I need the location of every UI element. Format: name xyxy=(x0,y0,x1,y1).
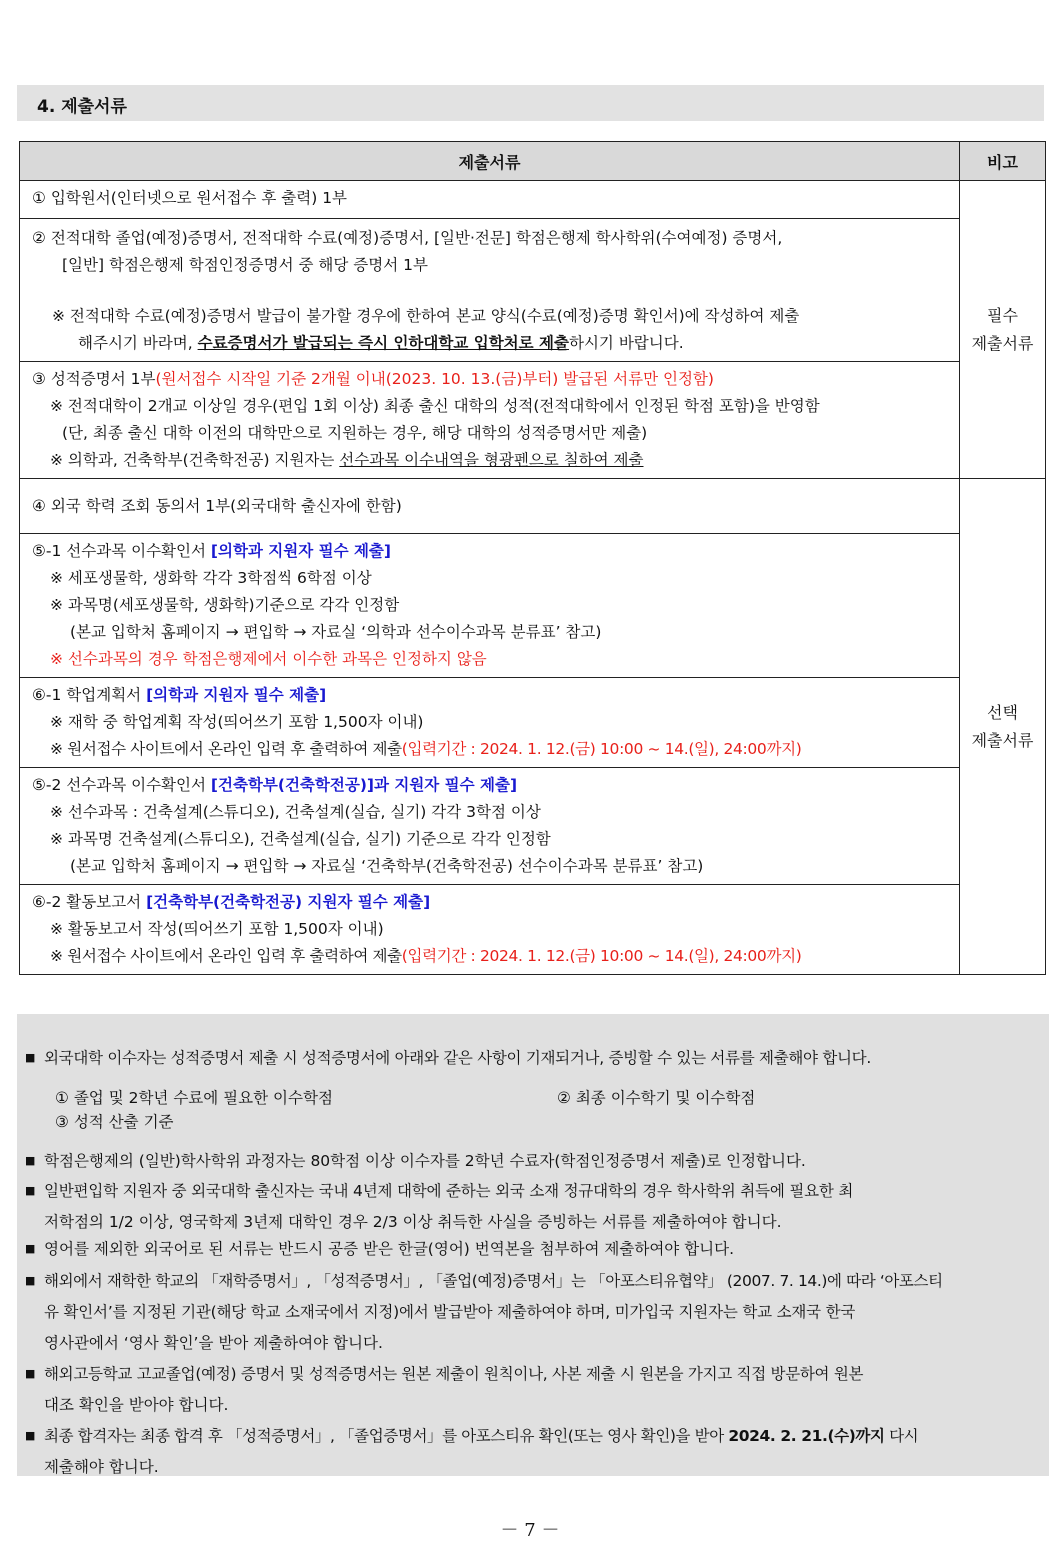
row5-note3: (본교 입학처 홈페이지 → 편입학 → 자료실 ‘의학과 선수이수과목 분류표’ 참고) xyxy=(70,623,602,641)
table-header-row xyxy=(20,142,1046,181)
table-row xyxy=(20,534,1046,678)
row5-title: ⑤-1 선수과목 이수확인서 [의학과 지원자 필수 제출] xyxy=(32,542,391,560)
row2-note2: 해주시기 바라며, 수료증명서가 발급되는 즉시 인하대학교 입학처로 제출하시기 바랍니다. xyxy=(78,334,684,352)
row2-line1: ② 전적대학 졸업(예정)증명서, 전적대학 수료(예정)증명서, [일반·전문] 학점은행제 학사학위(수여예정) 증명서, xyxy=(32,229,783,247)
notice-item-2: ② 최종 이수학기 및 이수학점 xyxy=(557,1089,756,1107)
notice-box xyxy=(17,1014,1049,1476)
row6-title: ⑥-1 학업계획서 [의학과 지원자 필수 제출] xyxy=(32,686,327,704)
row3-note1: ※ 전적대학이 2개교 이상일 경우(편입 1회 이상) 최종 출신 대학의 성적(전적대학에서 인정된 학점 포함)을 반영함 xyxy=(50,397,820,415)
row7-note1: ※ 선수과목 : 건축설계(스튜디오), 건축설계(실습, 실기) 각각 3학점 이상 xyxy=(50,803,541,821)
row-prerequisite-architecture xyxy=(20,768,959,884)
section-title: 4. 제출서류 xyxy=(37,97,127,117)
notice-general-transfer-l2: 저학점의 1/2 이상, 영국학제 3년제 대학인 경우 2/3 이상 취득한 사실을 증빙하는 서류를 제출하여야 합니다. xyxy=(44,1213,782,1231)
notice-foreign-transcript: 외국대학 이수자는 성적증명서 제출 시 성적증명서에 아래와 같은 사항이 기재되거나, 증빙할 수 있는 서류를 제출해야 합니다. xyxy=(44,1049,871,1067)
row7-note3: (본교 입학처 홈페이지 → 편입학 → 자료실 ‘건축학부(건축학전공) 선수이수과목 분류표’ 참고) xyxy=(70,857,704,875)
notice-apostille-l1: 해외에서 재학한 학교의 「재학증명서」, 「성적증명서」, 「졸업(예정)증명서」는 「아포스티유협약」 (2007. 7. 14.)에 따라 ‘아포스티 xyxy=(44,1272,943,1290)
table-row xyxy=(20,362,1046,479)
row3-line1: ③ 성적증명서 1부(원서접수 시작일 기준 2개월 이내(2023. 10. 13.(금)부터) 발급된 서류만 인정함) xyxy=(32,370,714,388)
row5-note1: ※ 세포생물학, 생화학 각각 3학점씩 6학점 이상 xyxy=(50,569,372,587)
required-note xyxy=(960,181,1046,479)
header-note: 비고 xyxy=(960,142,1046,181)
notice-general-transfer-l1: 일반편입학 지원자 중 외국대학 출신자는 국내 4년제 대학에 준하는 외국 소재 정규대학의 경우 학사학위 취득에 필요한 최 xyxy=(44,1182,854,1200)
row6-note2: ※ 원서접수 사이트에서 온라인 입력 후 출력하여 제출(입력기간 : 2024. 1. 12.(금) 10:00 ~ 14.(일), 24:00까지) xyxy=(50,740,802,758)
notice-final-l1: 최종 합격자는 최종 합격 후 「성적증명서」, 「졸업증명서」를 아포스티유 확인(또는 영사 확인)을 받아 2024. 2. 21.(수)까지 다시 xyxy=(44,1427,919,1445)
bullet-icon: ■ xyxy=(25,1242,36,1255)
table-row xyxy=(20,885,1046,975)
required-note-line2: 제출서류 xyxy=(971,333,1034,353)
row2-note2-emphasis: 수료증명서가 발급되는 즉시 인하대학교 입학처로 제출 xyxy=(197,334,569,352)
row2-note1: ※ 전적대학 수료(예정)증명서 발급이 불가할 경우에 한하여 본교 양식(수료(예정)증명 확인서)에 작성하여 제출 xyxy=(52,307,800,325)
notice-apostille-l3: 영사관에서 ‘영사 확인’을 받아 제출하여야 합니다. xyxy=(44,1334,383,1352)
row-transcript xyxy=(20,362,959,478)
optional-note xyxy=(960,479,1046,975)
row8-note2: ※ 원서접수 사이트에서 온라인 입력 후 출력하여 제출(입력기간 : 2024. 1. 12.(금) 10:00 ~ 14.(일), 24:00까지) xyxy=(50,947,802,965)
row-foreign-consent: ④ 외국 학력 조회 동의서 1부(외국대학 출신자에 한함) xyxy=(32,496,402,515)
notice-final-l2: 제출해야 합니다. xyxy=(44,1458,159,1476)
notice-apostille-l2: 유 확인서’를 지정된 기관(해당 학교 소재국에서 지정)에서 발급받아 제출하여야 하며, 미가입국 지원자는 학교 소재국 한국 xyxy=(44,1303,856,1321)
row-graduation-certificate xyxy=(20,219,959,361)
notice-final-deadline: 2024. 2. 21.(수)까지 xyxy=(728,1427,885,1445)
table-row xyxy=(20,768,1046,885)
row8-note1: ※ 활동보고서 작성(띄어쓰기 포함 1,500자 이내) xyxy=(50,920,384,938)
row3-note3-underline: 선수과목 이수내역을 형광펜으로 칠하여 제출 xyxy=(339,451,644,469)
row-study-plan xyxy=(20,678,959,767)
row3-line1-red: (원서접수 시작일 기준 2개월 이내(2023. 10. 13.(금)부터) 발급된 서류만 인정함) xyxy=(155,370,714,388)
table-row xyxy=(20,479,1046,534)
required-note-line1: 필수 xyxy=(987,305,1018,325)
table-row xyxy=(20,678,1046,768)
notice-item-1: ① 졸업 및 2학년 수료에 필요한 이수학점 xyxy=(55,1089,333,1107)
row6-title-blue: [의학과 지원자 필수 제출] xyxy=(146,686,327,704)
bullet-icon: ■ xyxy=(25,1184,36,1197)
row7-title: ⑤-2 선수과목 이수확인서 [건축학부(건축학전공)]과 지원자 필수 제출] xyxy=(32,776,518,794)
row5-note4: ※ 선수과목의 경우 학점은행제에서 이수한 과목은 인정하지 않음 xyxy=(50,650,487,668)
bullet-icon: ■ xyxy=(25,1367,36,1380)
notice-item-3: ③ 성적 산출 기준 xyxy=(55,1113,174,1131)
row7-title-blue: [건축학부(건축학전공)]과 지원자 필수 제출] xyxy=(210,776,518,794)
row8-title: ⑥-2 활동보고서 [건축학부(건축학전공) 지원자 필수 제출] xyxy=(32,893,431,911)
row-prerequisite-medicine xyxy=(20,534,959,677)
notice-credit-bank: 학점은행제의 (일반)학사학위 과정자는 80학점 이상 이수자를 2학년 수료자(학점인정증명서 제출)로 인정합니다. xyxy=(44,1152,806,1170)
row5-note2: ※ 과목명(세포생물학, 생화학)기준으로 각각 인정함 xyxy=(50,596,400,614)
section-header xyxy=(17,85,1044,121)
notice-highschool-l1: 해외고등학교 고교졸업(예정) 증명서 및 성적증명서는 원본 제출이 원칙이나, 사본 제출 시 원본을 가지고 직접 방문하여 원본 xyxy=(44,1365,864,1383)
optional-note-line1: 선택 xyxy=(987,702,1018,722)
page-number: － 7 － xyxy=(500,1520,560,1541)
row3-note2: (단, 최종 출신 대학 이전의 대학만으로 지원하는 경우, 해당 대학의 성적증명서만 제출) xyxy=(62,424,648,442)
row-activity-report xyxy=(20,885,959,974)
header-documents: 제출서류 xyxy=(20,142,960,181)
row6-note2-red: (입력기간 : 2024. 1. 12.(금) 10:00 ~ 14.(일), 24:00까지) xyxy=(401,740,802,758)
notice-highschool-l2: 대조 확인을 받아야 합니다. xyxy=(44,1396,229,1414)
bullet-icon: ■ xyxy=(25,1051,36,1064)
bullet-icon: ■ xyxy=(25,1274,36,1287)
notice-translation: 영어를 제외한 외국어로 된 서류는 반드시 공증 받은 한글(영어) 번역본을 첨부하여 제출하여야 합니다. xyxy=(44,1240,735,1258)
row5-title-blue: [의학과 지원자 필수 제출] xyxy=(210,542,391,560)
row3-note3: ※ 의학과, 건축학부(건축학전공) 지원자는 선수과목 이수내역을 형광펜으로 칠하여 제출 xyxy=(50,451,644,469)
row8-note2-red: (입력기간 : 2024. 1. 12.(금) 10:00 ~ 14.(일), 24:00까지) xyxy=(401,947,802,965)
row2-line2: [일반] 학점은행제 학점인정증명서 중 해당 증명서 1부 xyxy=(62,256,428,274)
optional-note-line2: 제출서류 xyxy=(971,730,1034,750)
table-row xyxy=(20,219,1046,362)
row6-note1: ※ 재학 중 학업계획 작성(띄어쓰기 포함 1,500자 이내) xyxy=(50,713,424,731)
row8-title-blue: [건축학부(건축학전공) 지원자 필수 제출] xyxy=(146,893,431,911)
row-application-form: ① 입학원서(인터넷으로 원서접수 후 출력) 1부 xyxy=(32,189,348,207)
bullet-icon: ■ xyxy=(25,1154,36,1167)
documents-table xyxy=(19,141,1046,975)
table-row xyxy=(20,181,1046,219)
bullet-icon: ■ xyxy=(25,1429,36,1442)
row7-note2: ※ 과목명 건축설계(스튜디오), 건축설계(실습, 실기) 기준으로 각각 인정함 xyxy=(50,830,551,848)
